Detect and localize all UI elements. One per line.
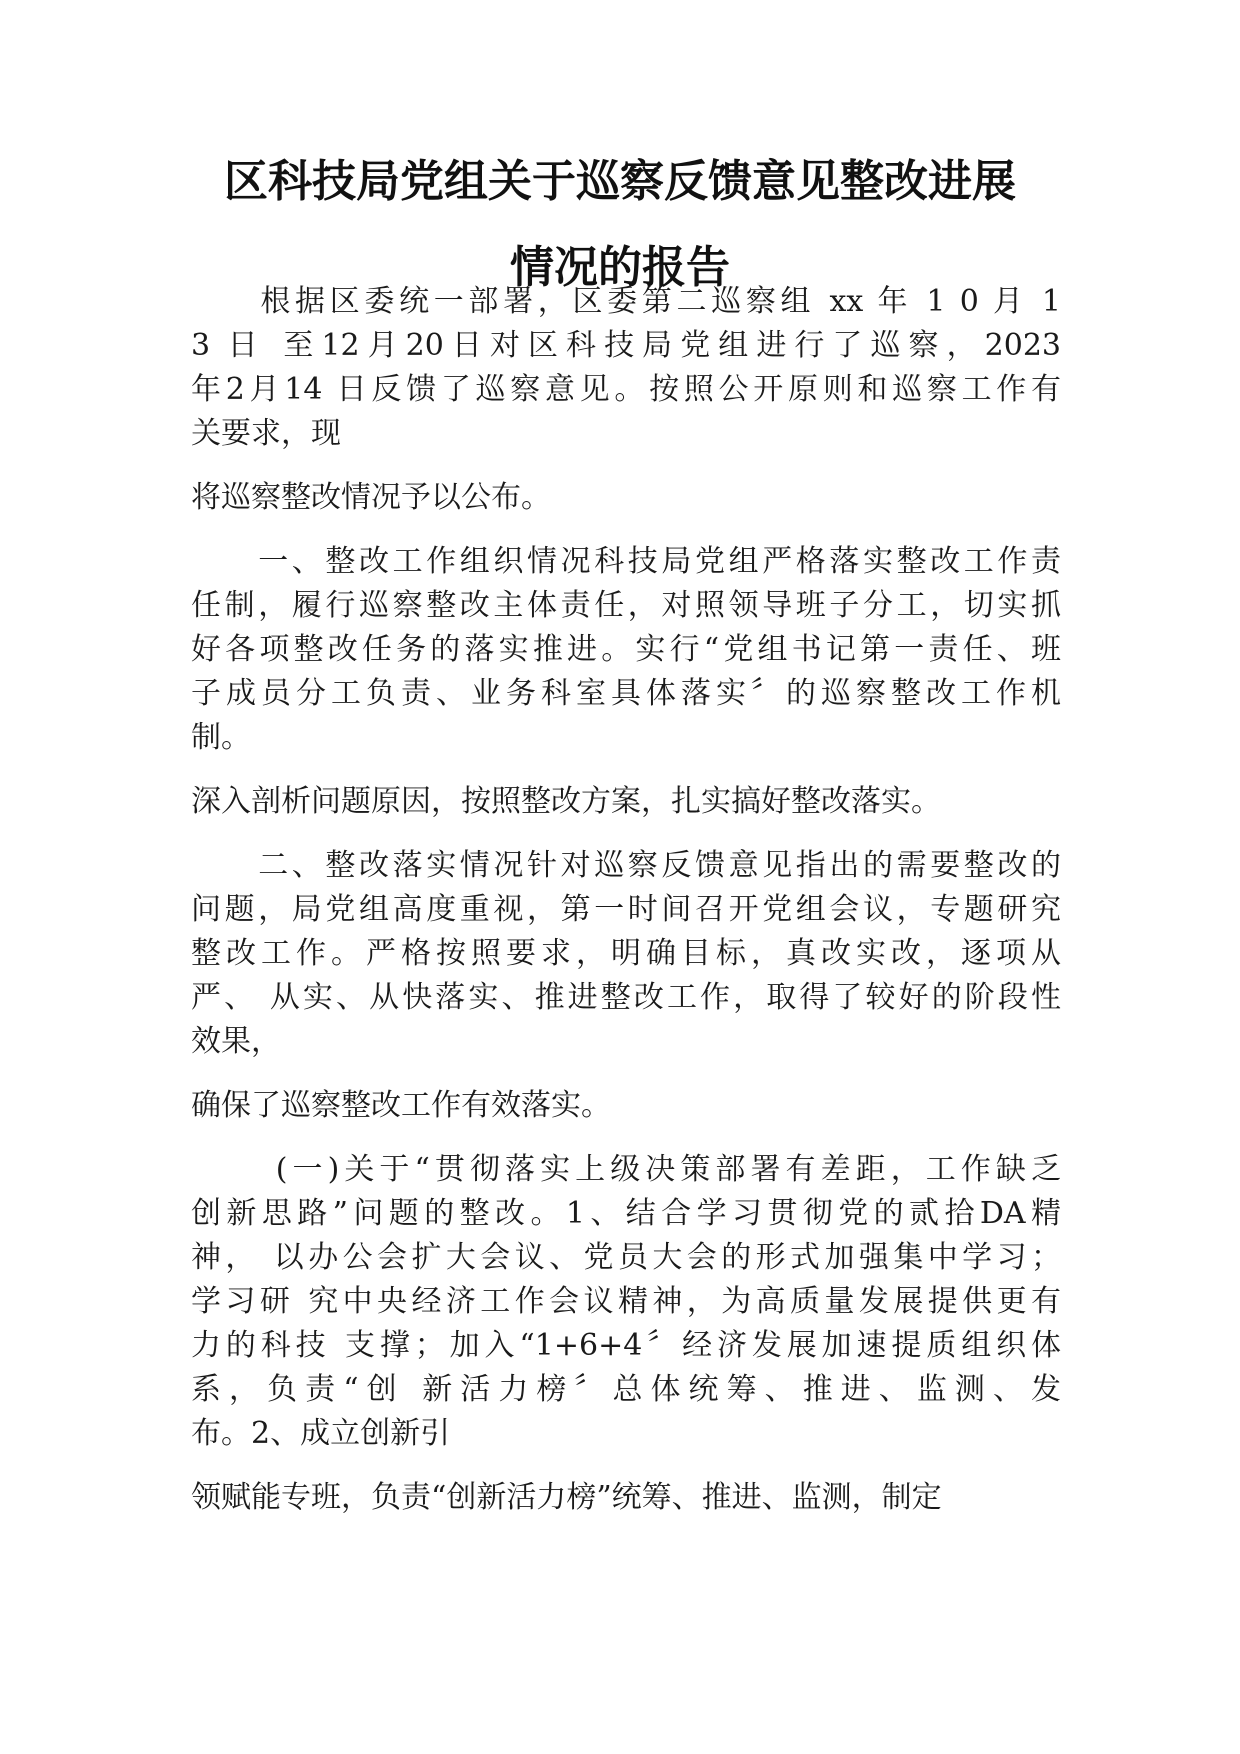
body-line: 力的科技 支撑；加入“1+6+4〞经济发展加速提质组织体 bbox=[191, 1328, 1061, 1363]
body-line: 整改工作。严格按照要求，明确目标，真改实改，逐项从 bbox=[191, 936, 1061, 971]
body-line: 一、整改工作组织情况科技局党组严格落实整改工作责 bbox=[191, 544, 1061, 579]
body-line: 3 日 至12月20日对区科技局党组进行了巡察，2023 bbox=[191, 328, 1061, 363]
body-line: 严、 从实、从快落实、推进整改工作，取得了较好的阶段性 bbox=[191, 980, 1061, 1015]
body-line: 深入剖析问题原因，按照整改方案，扎实搞好整改落实。 bbox=[191, 784, 941, 819]
body-line: 领赋能专班，负责“创新活力榜”统筹、推进、监测，制定 bbox=[191, 1480, 942, 1515]
body-line: 问题，局党组高度重视，第一时间召开党组会议，专题研究 bbox=[191, 892, 1061, 927]
body-line: 确保了巡察整改工作有效落实。 bbox=[191, 1088, 611, 1123]
body-line: 好各项整改任务的落实推进。实行“党组书记第一责任、班 bbox=[191, 632, 1061, 667]
body-line: 效果， bbox=[191, 1024, 281, 1059]
body-line: 任制，履行巡察整改主体责任，对照领导班子分工，切实抓 bbox=[191, 588, 1061, 623]
document-title-line-2: 情况的报告 bbox=[510, 242, 730, 293]
body-line: 关要求，现 bbox=[191, 416, 341, 451]
body-line: (一)关于“贯彻落实上级决策部署有差距，工作缺乏 bbox=[191, 1152, 1061, 1187]
body-line: 学习研 究中央经济工作会议精神，为高质量发展提供更有 bbox=[191, 1284, 1061, 1319]
body-line: 神， 以办公会扩大会议、党员大会的形式加强集中学习； bbox=[191, 1240, 1061, 1275]
body-line: 将巡察整改情况予以公布。 bbox=[191, 480, 551, 515]
body-line: 布。2、成立创新引 bbox=[191, 1416, 451, 1451]
body-line: 创新思路”问题的整改。1、结合学习贯彻党的贰拾DA精 bbox=[191, 1196, 1061, 1231]
body-line: 年2月14 日反馈了巡察意见。按照公开原则和巡察工作有 bbox=[191, 372, 1061, 407]
body-line: 子成员分工负责、业务科室具体落实〞的巡察整改工作机 bbox=[191, 676, 1061, 711]
body-line: 二、整改落实情况针对巡察反馈意见指出的需要整改的 bbox=[191, 848, 1061, 883]
body-line: 根据区委统一部署，区委第二巡察组 xx 年 1 0 月 1 bbox=[191, 284, 1061, 319]
body-line: 系，负责“创 新活力榜〞总体统筹、推进、监测、发 bbox=[191, 1372, 1061, 1407]
body-line: 制。 bbox=[191, 720, 251, 755]
document-title-line-1: 区科技局党组关于巡察反馈意见整改进展 bbox=[224, 156, 1016, 207]
